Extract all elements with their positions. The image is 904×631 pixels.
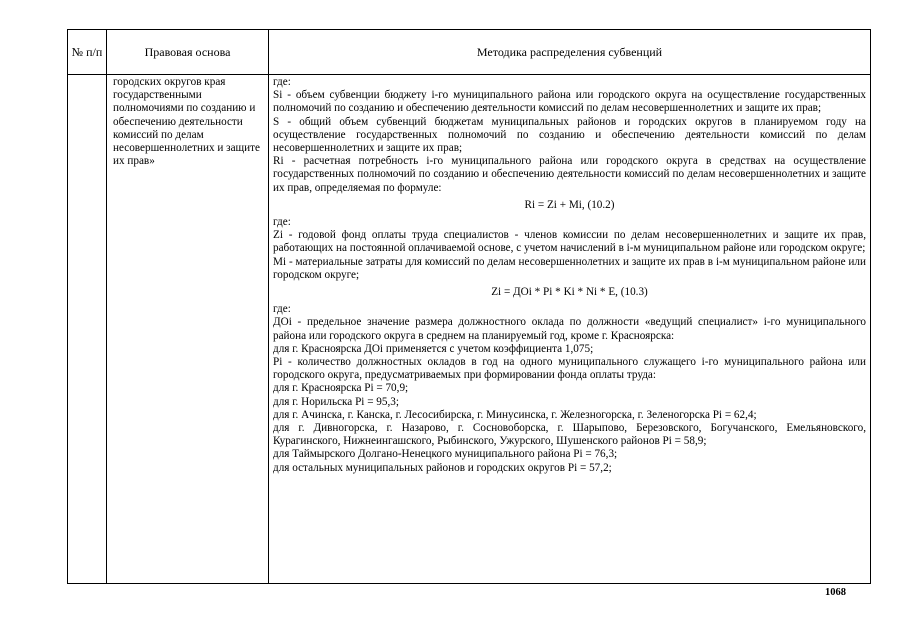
- header-basis: Правовая основа: [107, 30, 269, 75]
- table-header-row: [68, 30, 871, 75]
- definition-zi: Zi - годовой фонд оплаты труда специалистов - членов комиссии по делам несовершеннолетних и защите их прав, работающих на постоянной оплачиваемой основе, с учетом начислений в i-м муниципальном районе или городском округе;: [273, 229, 866, 255]
- row-num-cell: [68, 75, 107, 584]
- subvention-table: [67, 29, 871, 584]
- legal-basis-cell: городских округов края государственными полномочиями по созданию и обеспечению деятельности комиссий по делам несовершеннолетних и защите их прав»: [107, 75, 269, 584]
- page-number: 1068: [825, 587, 846, 598]
- text-line: для г. Ачинска, г. Канска, г. Лесосибирска, г. Минусинска, г. Железногорска, г. Зеленогорска Pi = 62,4;: [273, 408, 757, 421]
- definition-si: Si - объем субвенции бюджету i-го муниципального района или городского округа на осуществление государственных полномочий по созданию и обеспечению деятельности комиссий по делам несовершеннолетних и защите их прав;: [273, 89, 866, 115]
- header-method: Методика распределения субвенций: [269, 30, 871, 75]
- text-line: где:: [273, 216, 291, 229]
- header-num: № п/п: [68, 30, 107, 75]
- formula-10-3: Zi = ДОi * Pi * Ki * Ni * E, (10.3): [491, 286, 648, 299]
- formula-10-2: Ri = Zi + Mi, (10.2): [524, 198, 615, 211]
- text-line: где:: [273, 76, 291, 88]
- text-line: для г. Дивногорска, г. Назарово, г. Сосновоборска, г. Шарыпово, Березовского, Богучанского, Емельяновского, Курагинского, Нижнеингашского, Рыбинского, Ужурского, Шушенского районов Pi = 58,9;: [273, 422, 866, 448]
- text-line: для остальных муниципальных районов и городских округов Pi = 57,2;: [273, 461, 612, 474]
- text-line: для г. Красноярска ДОi применяется с учетом коэффициента 1,075;: [273, 342, 594, 355]
- definition-mi: Mi - материальные затраты для комиссий по делам несовершеннолетних и защите их прав в i-м муниципальном районе или городском округе;: [273, 255, 866, 281]
- methodology-cell: [269, 75, 871, 584]
- table-row: [68, 75, 871, 584]
- text-line: где:: [273, 303, 291, 316]
- definition-doi: ДОi - предельное значение размера должностного оклада по должности «ведущий специалист» i-го муниципального района или городского округа в среднем на планируемый год, кроме г. Красноярска:: [273, 316, 866, 342]
- definition-ri: Ri - расчетная потребность i-го муниципального района или городского округа в средствах на осуществление государственных полномочий по созданию и обеспечению деятельности комиссий по делам несовершеннолетних и защите их прав, определяемая по формуле:: [273, 155, 866, 194]
- text-line: для г. Норильска Pi = 95,3;: [273, 395, 399, 408]
- definition-s: S - общий объем субвенций бюджетам муниципальных районов и городских округов в планируемом году на осуществление государственных полномочий по созданию и обеспечению деятельности комиссий по делам несовершеннолетних и защите их прав;: [273, 115, 866, 155]
- text-line: для г. Красноярска Pi = 70,9;: [273, 382, 409, 395]
- definition-pi: Pi - количество должностных окладов в год на одного муниципального служащего i-го муниципального района или городского округа, предусматриваемых при формировании фонда оплаты труда:: [273, 356, 866, 382]
- text-line: для Таймырского Долгано-Ненецкого муниципального района Pi = 76,3;: [273, 448, 618, 461]
